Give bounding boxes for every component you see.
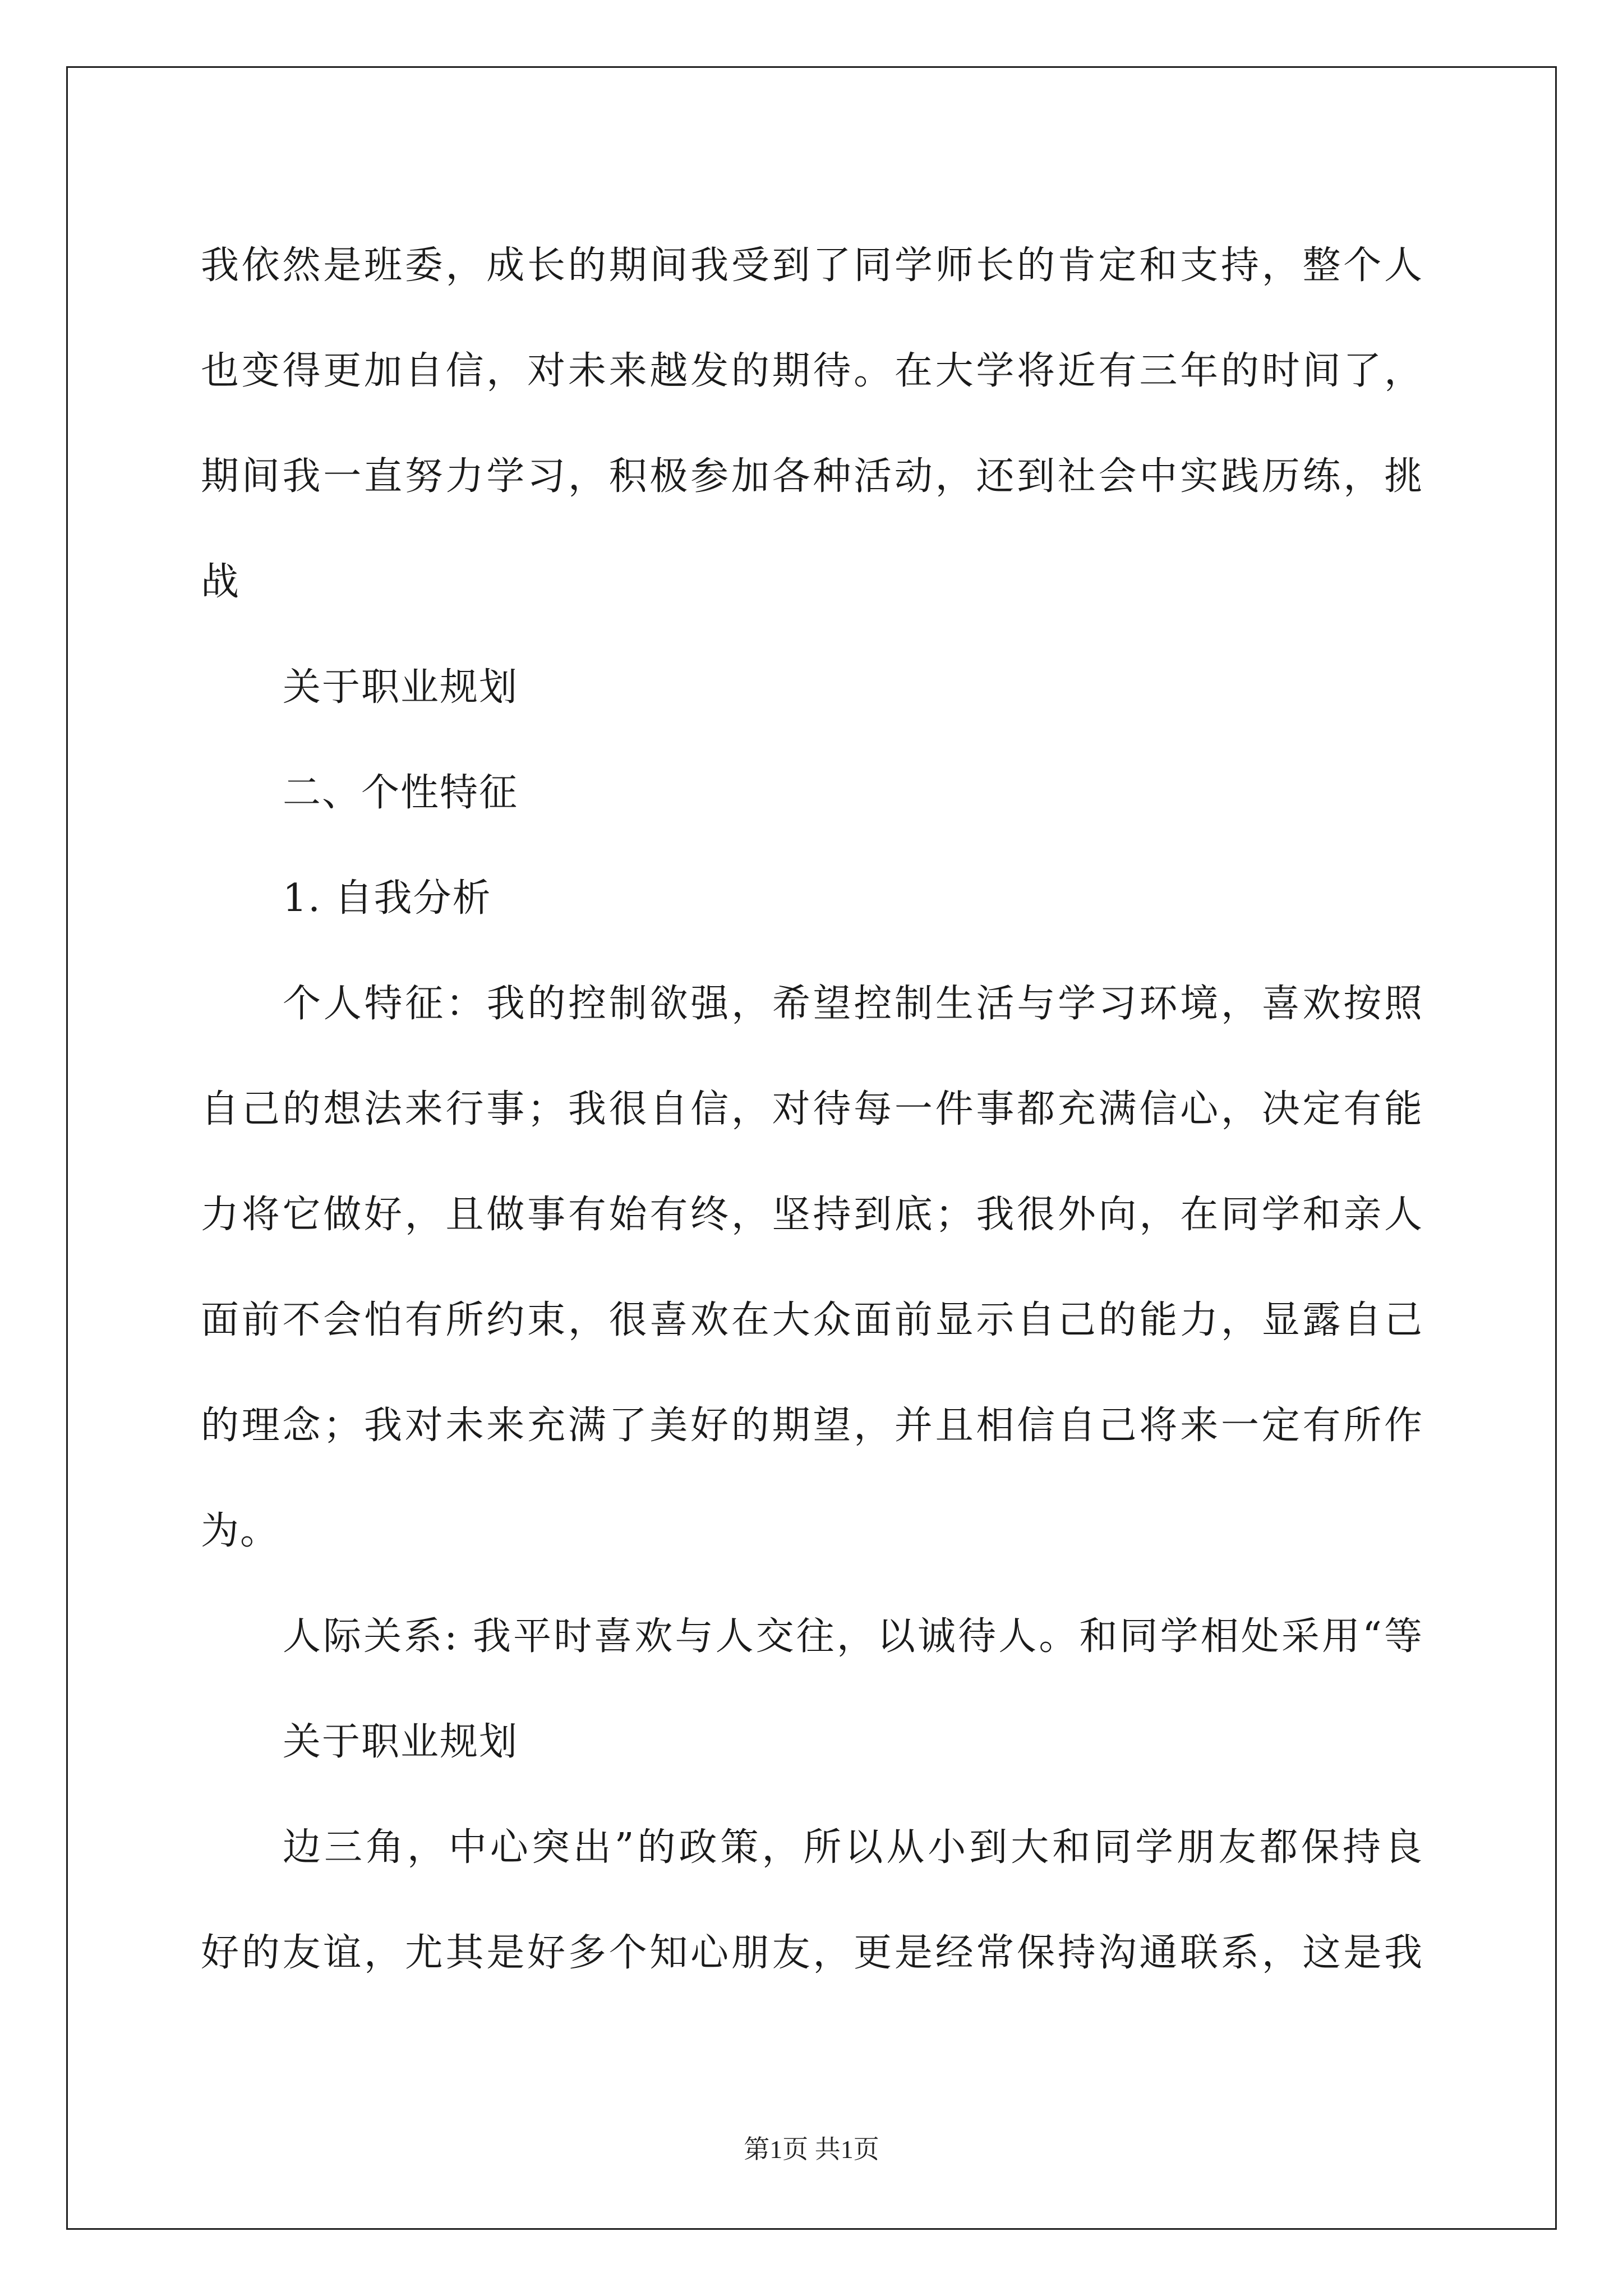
text-line: 也变得更加自信，对未来越发的期待。在大学将近有三年的时间了， <box>201 349 1423 393</box>
text-line: 个人特征：我的控制欲强，希望控制生活与学习环境，喜欢按照 <box>283 982 1423 1026</box>
text-line: 边三角，中心突出”的政策，所以从小到大和同学朋友都保持良 <box>283 1825 1423 1870</box>
section-heading: 二、个性特征 <box>283 771 519 815</box>
text-line: 面前不会怕有所约束，很喜欢在大众面前显示自己的能力，显露自己 <box>201 1298 1423 1342</box>
text-line: 的理念；我对未来充满了美好的期望，并且相信自己将来一定有所作 <box>201 1404 1423 1448</box>
section-heading: 关于职业规划 <box>283 665 519 710</box>
section-heading: 关于职业规划 <box>283 1720 519 1764</box>
document-body <box>201 213 1423 2006</box>
text-line: 期间我一直努力学习，积极参加各种活动，还到社会中实践历练，挑 <box>201 454 1423 499</box>
text-line: 力将它做好，且做事有始有终，坚持到底；我很外向，在同学和亲人 <box>201 1193 1423 1237</box>
text-line: 我依然是班委，成长的期间我受到了同学师长的肯定和支持，整个人 <box>201 243 1423 288</box>
text-line: 战 <box>201 560 241 604</box>
text-line: 自己的想法来行事；我很自信，对待每一件事都充满信心，决定有能 <box>201 1087 1423 1131</box>
page-number-footer: 第1页 共1页 <box>744 2135 879 2164</box>
subsection-heading: 1. 自我分析 <box>283 876 492 921</box>
text-line: 为。 <box>201 1509 280 1553</box>
text-line: 好的友谊，尤其是好多个知心朋友，更是经常保持沟通联系，这是我 <box>201 1931 1423 1975</box>
text-line: 人际关系: 我平时喜欢与人交往，以诚待人。和同学相处采用“等 <box>283 1614 1423 1659</box>
